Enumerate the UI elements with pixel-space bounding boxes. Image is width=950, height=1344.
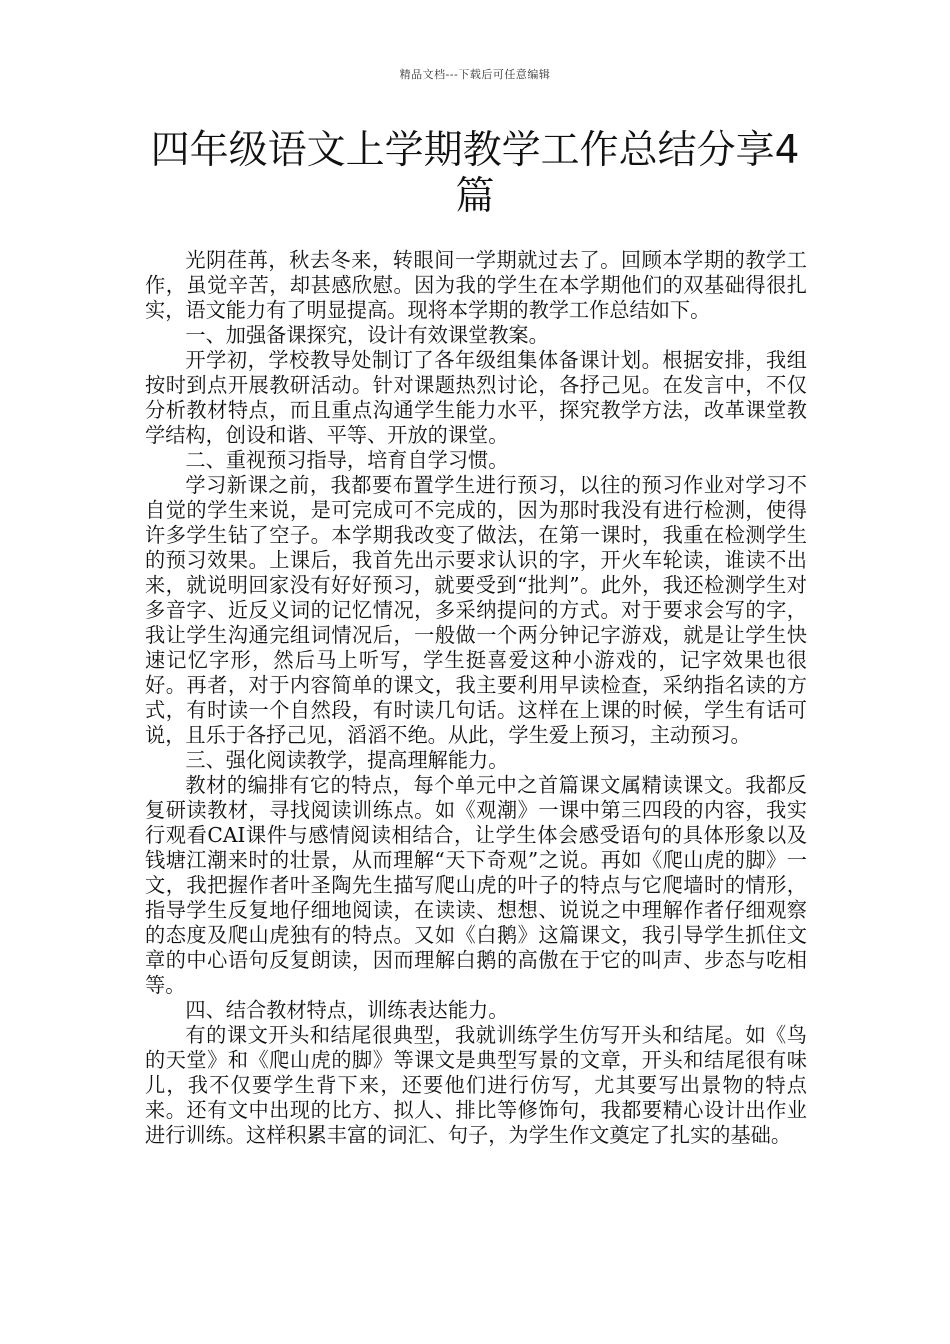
paragraph-section-2: 学习新课之前，我都要布置学生进行预习，以往的预习作业对学习不自觉的学生来说，是可完成可不完成的，因为那时我没有进行检测，使得许多学生钻了空子。本学期我改变了做法，在第一课时，我重在检测学生的预习效果。上课后，我首先出示要求认识的字，开火车轮读，谁读不出来，就说明回家没有好好预习，就要受到“批判”。此外，我还检测学生对多音字、近反义词的记忆情况，多采纳提问的方式。对于要求会写的字，我让学生沟通完组词情况后，一般做一个两分钟记字游戏，就是让学生快速记忆字形，然后马上听写，学生挺喜爱这种小游戏的，记字效果也很好。再者，对于内容简单的课文，我主要利用早读检查，采纳指名读的方式，有时读一个自然段，有时读几句话。这样在上课的时候，学生有话可说，且乐于各抒己见，滔滔不绝。从此，学生爱上预习，主动预习。 (145, 473, 807, 747)
section-heading-4: 四、结合教材特点，训练表达能力。 (185, 998, 509, 1022)
paragraph-section-4: 有的课文开头和结尾很典型，我就训练学生仿写开头和结尾。如《鸟的天堂》和《爬山虎的脚》等课文是典型写景的文章，开头和结尾很有味儿，我不仅要学生背下来，还要他们进行仿写，尤其要写出景物的特点来。还有文中出现的比方、拟人、排比等修饰句，我都要精心设计出作业进行训练。这样积累丰富的词汇、句子，为学生作文奠定了扎实的基础。 (145, 1023, 807, 1147)
paragraph-intro: 光阴荏苒，秋去冬来，转眼间一学期就过去了。回顾本学期的教学工作，虽觉辛苦，却甚感欣慰。因为我的学生在本学期他们的双基础得很扎实，语文能力有了明显提高。现将本学期的教学工作总结如下。 (145, 248, 807, 322)
paragraph-section-3: 教材的编排有它的特点，每个单元中之首篇课文属精读课文。我都反复研读教材，寻找阅读训练点。如《观潮》一课中第三四段的内容，我实行观看CAI课件与感情阅读相结合，让学生体会感受语句的具体形象以及钱塘江潮来时的壮景，从而理解“天下奇观”之说。再如《爬山虎的脚》一文，我把握作者叶圣陶先生描写爬山虎的叶子的特点与它爬墙时的情形，指导学生反复地仔细地阅读，在读读、想想、说说之中理解作者仔细观察的态度及爬山虎独有的特点。又如《白鹅》这篇课文，我引导学生抓住文章的中心语句反复朗读，因而理解白鹅的高傲在于它的叫声、步态与吃相等。 (145, 773, 807, 997)
document-title: 四年级语文上学期教学工作总结分享4篇 (150, 128, 800, 219)
paragraph-section-1: 开学初，学校教导处制订了各年级组集体备课计划。根据安排，我组按时到点开展教研活动。针对课题热烈讨论，各抒己见。在发言中，不仅分析教材特点，而且重点沟通学生能力水平，探究教学方法，改革课堂教学结构，创设和谐、平等、开放的课堂。 (145, 348, 807, 447)
document-body (145, 248, 807, 1148)
section-heading-3: 三、强化阅读教学，提高理解能力。 (185, 748, 509, 772)
header-note: 精品文档---下载后可任意编辑 (399, 68, 551, 81)
section-heading-2: 二、重视预习指导，培育自学习惯。 (185, 448, 509, 472)
section-heading-1: 一、加强备课探究，设计有效课堂教案。 (185, 323, 549, 347)
